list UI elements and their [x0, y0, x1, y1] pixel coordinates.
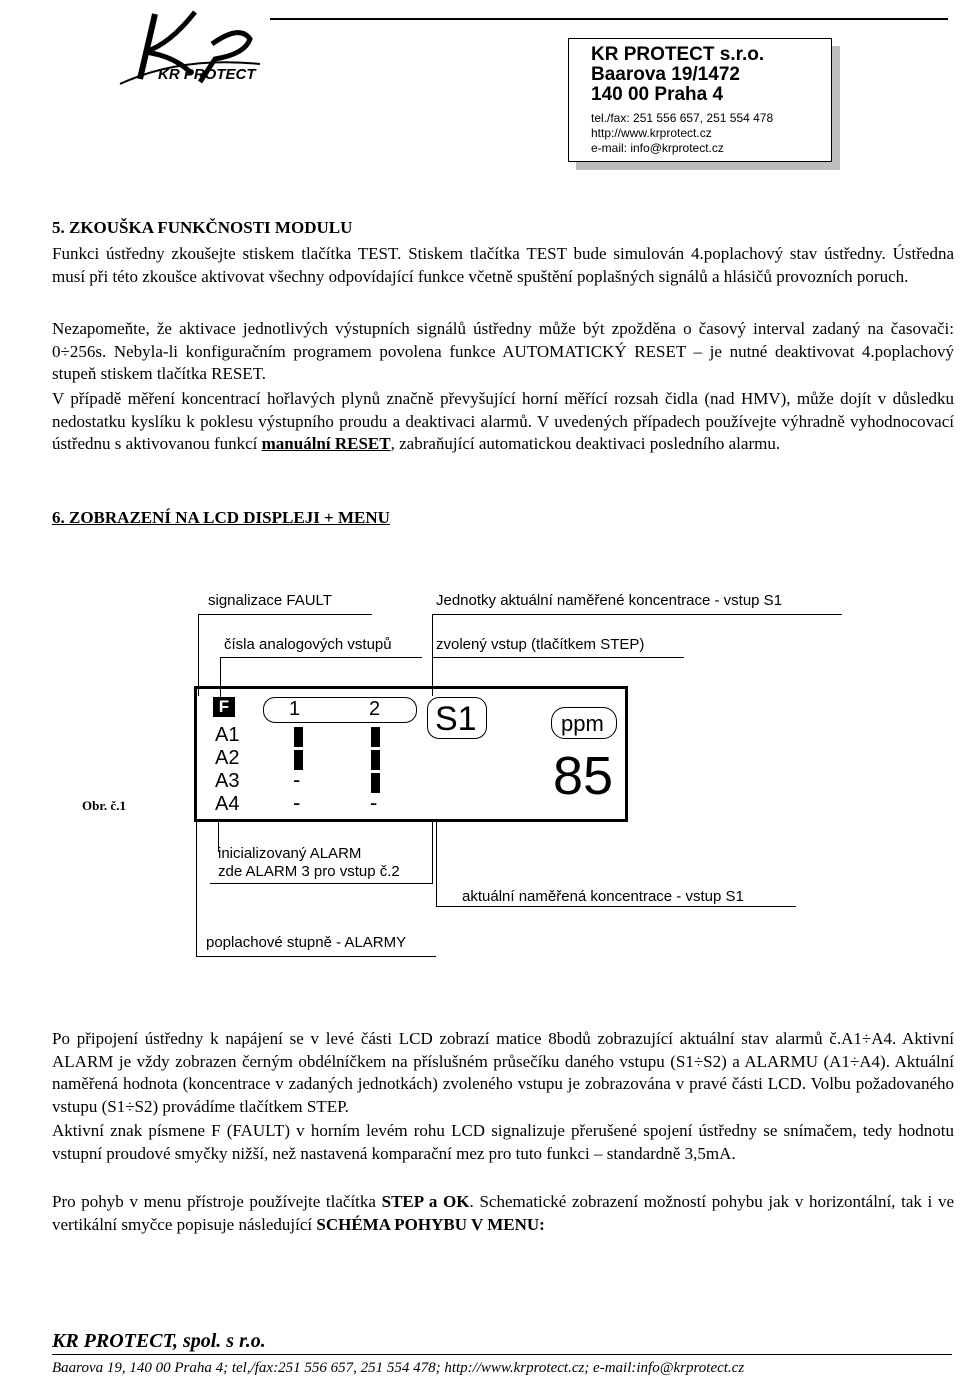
alarm-mark-a1-col1	[294, 727, 303, 747]
fault-flag: F	[213, 697, 235, 717]
logo-text: KR PROTECT	[158, 66, 256, 83]
manual-reset-term: manuální RESET	[261, 434, 391, 453]
lcd-dash-a4-col1: -	[293, 790, 301, 815]
lcd-row-a2: A2	[215, 747, 240, 769]
menu-navigation-paragraph: Pro pohyb v menu přístroje používejte tlačítka STEP a OK. Schematické zobrazení možností pohybu jak v horizontální, tak i ve vertikální smyčce popisuje následující SCHÉMA POHYBU V MENU:	[52, 1192, 954, 1234]
lcd-dash-a3-col1: -	[293, 767, 301, 792]
lcd-display	[194, 686, 628, 822]
alarm-mark-a2-col2	[371, 750, 380, 770]
label-initialized-alarm: inicializovaný ALARM	[218, 845, 362, 862]
input-numbers-frame	[263, 697, 417, 723]
footer-rule	[52, 1354, 952, 1355]
fault-description-paragraph: Aktivní znak písmene F (FAULT) v horním levém rohu LCD signalizuje přerušené spojení ústředny se snímačem, tedy hodnotu vstupní proudové smyčky nižší, než nastavená komparační mez pro tuto funkci – standardně 3,5mA.	[52, 1121, 954, 1163]
lcd-dash-a4-col2: -	[370, 790, 378, 815]
company-web: http://www.krprotect.cz	[591, 126, 712, 140]
label-units: Jednotky aktuální naměřené koncentrace - vstup S1	[436, 592, 783, 609]
lcd-row-a3: A3	[215, 770, 240, 792]
header-rule	[270, 18, 948, 20]
label-current-concentration: aktuální naměřená koncentrace - vstup S1	[462, 888, 744, 905]
section6-heading: 6. ZOBRAZENÍ NA LCD DISPLEJI + MENU	[52, 508, 390, 527]
label-alarm-levels: poplachové stupně - ALARMY	[206, 934, 407, 951]
lcd-description-paragraph: Po připojení ústředny k napájení se v levé části LCD zobrazí matice 8bodů zobrazující aktuální stav alarmů č.A1÷A4. Aktivní ALARM je vždy zobrazen černým obdélníčkem na příslušném průsečíku daného vstupu (S1÷S2) a ALARMU (A1÷A4). Aktuální naměřená hodnota (koncentrace v zadaných jednotkách) zvoleného vstupu je zobrazována v pravé části LCD. Volbu požadovaného vstupu (S1÷S2) provádíme tlačítkem STEP.	[52, 1029, 954, 1116]
lcd-value: 85	[553, 746, 614, 806]
section5-paragraph-3: V případě měření koncentrací hořlavých plynů značně převyšující horní měřící rozsah čidla (nad HMV), může dojít v důsledku nedostatku kyslíku k poklesu výstupního proudu a deaktivaci alarmů. V uvedených případech používejte výhradně vyhodnocovací ústřednu s aktivovanou funkcí manuální RESET, zabraňující automatickou deaktivaci posledního alarmu.	[52, 389, 954, 453]
lcd-column-1: 1	[289, 698, 301, 720]
footer-company-name: KR PROTECT, spol. s r.o.	[52, 1330, 266, 1352]
alarm-mark-a1-col2	[371, 727, 380, 747]
section5-paragraph-1: Funkci ústředny zkoušejte stiskem tlačítka TEST. Stiskem tlačítka TEST bude simulován 4.poplachový stav ústředny. Ústředna musí při této zkoušce aktivovat všechny odpovídající funkce včetně spuštění poplašných signálů a hlásičů provozních poruch.	[52, 244, 954, 286]
lcd-selected-input: S1	[435, 700, 477, 738]
company-email: e-mail: info@krprotect.cz	[591, 141, 724, 155]
label-analog-inputs: čísla analogových vstupů	[224, 636, 392, 653]
company-city: 140 00 Praha 4	[591, 84, 724, 105]
label-selected-input: zvolený vstup (tlačítkem STEP)	[436, 636, 645, 653]
label-fault-signal: signalizace FAULT	[208, 592, 332, 609]
footer-address: Baarova 19, 140 00 Praha 4; tel,/fax:251 556 657, 251 554 478; http://www.krprotect.cz; e-mail:info@krprotect.cz	[52, 1360, 745, 1376]
section5-paragraph-2: Nezapomeňte, že aktivace jednotlivých výstupních signálů ústředny může být zpožděna o časový interval zadaný na časovači: 0÷256s. Nebyla-li konfiguračním programem povolena funkce AUTOMATICKÝ RESET – je nutné deaktivovat 4.poplachový stupeň stiskem tlačítka RESET.	[52, 319, 954, 383]
lcd-unit: ppm	[561, 711, 604, 736]
lcd-row-a1: A1	[215, 724, 240, 746]
label-alarm-example: zde ALARM 3 pro vstup č.2	[218, 863, 400, 880]
company-street: Baarova 19/1472	[591, 64, 740, 85]
company-phone: tel./fax: 251 556 657, 251 554 478	[591, 111, 774, 125]
company-logo	[100, 4, 270, 94]
company-name: KR PROTECT s.r.o.	[591, 44, 765, 65]
figure-caption: Obr. č.1	[82, 798, 126, 813]
section5-heading: 5. ZKOUŠKA FUNKČNOSTI MODULU	[52, 218, 353, 237]
company-info-box	[568, 38, 832, 162]
lcd-row-a4: A4	[215, 793, 240, 815]
lcd-column-2: 2	[369, 698, 381, 720]
